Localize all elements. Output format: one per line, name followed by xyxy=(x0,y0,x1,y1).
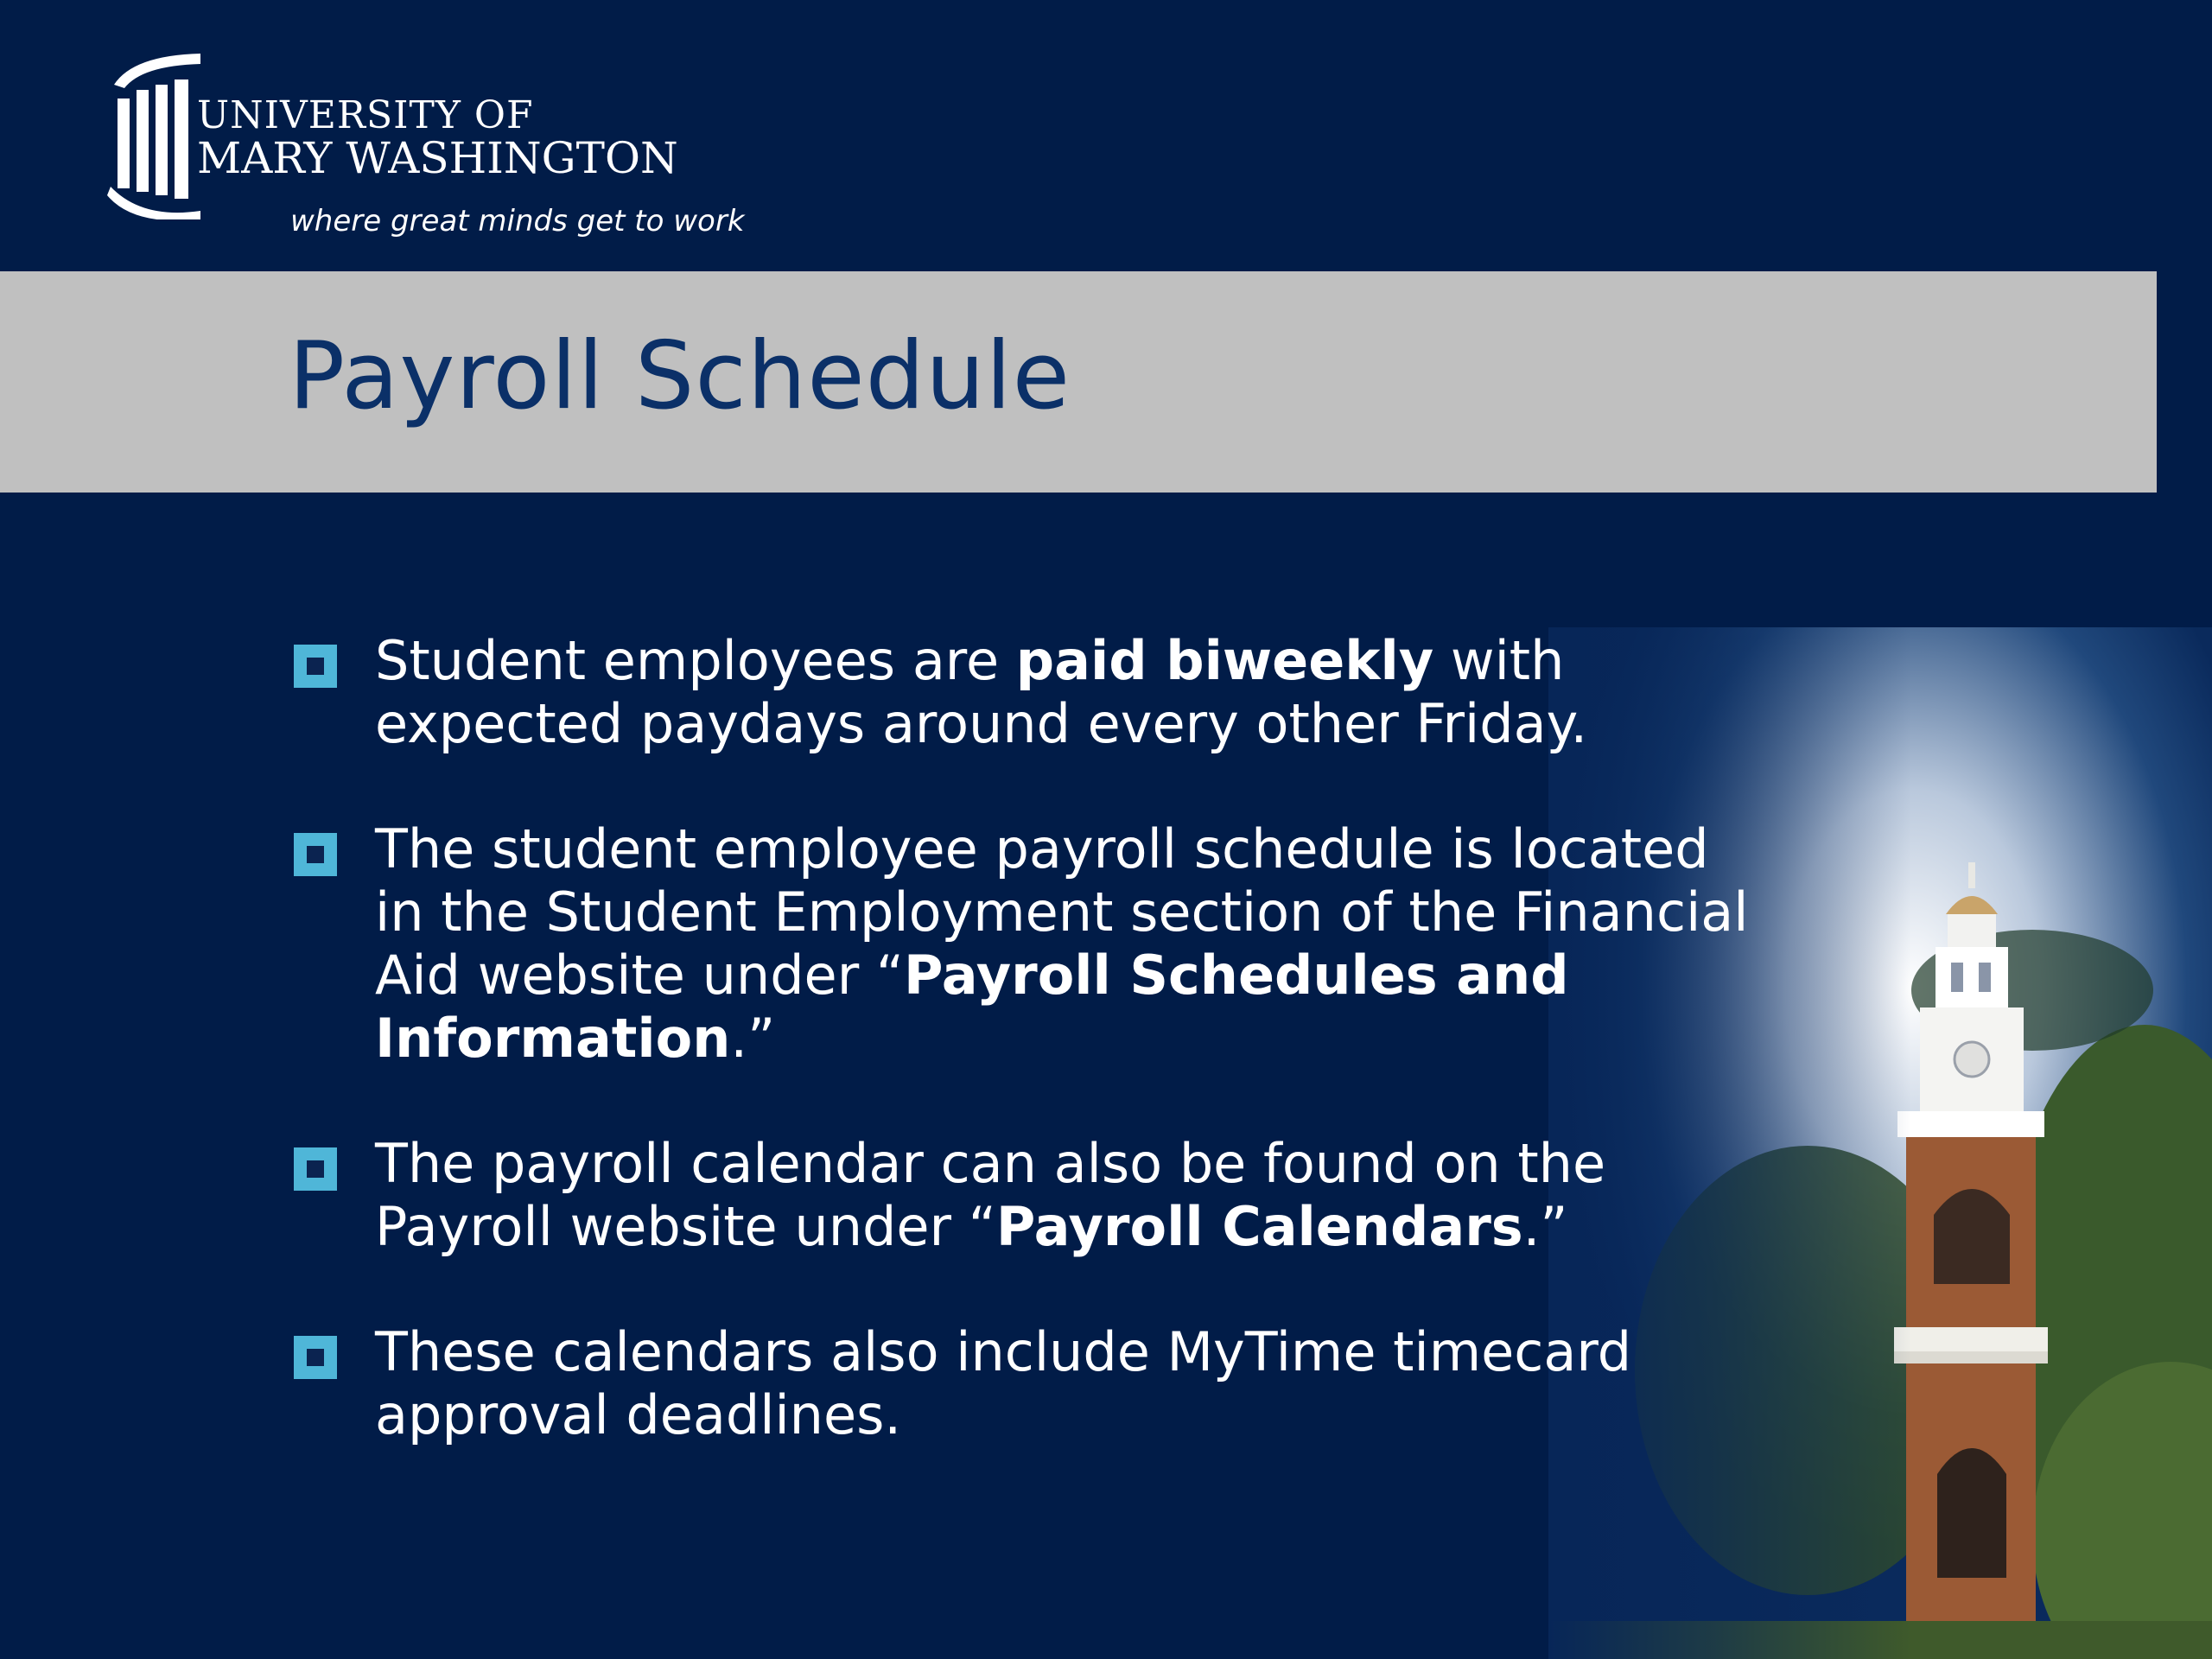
bullet-text: The payroll calendar can also be found on the Payroll website under “Payroll Calendars.” xyxy=(375,1132,1606,1258)
logo-tagline: where great minds get to work xyxy=(290,204,745,238)
bullet-item xyxy=(294,629,1763,755)
logo-line-2: MARY WASHINGTON xyxy=(197,133,678,183)
bullet-item xyxy=(294,817,1763,1070)
bullet-text: Student employees are paid biweekly with expected paydays around every other Friday. xyxy=(375,629,1588,755)
slide-title: Payroll Schedule xyxy=(289,322,1071,430)
university-logo xyxy=(107,50,745,249)
square-bullet-icon xyxy=(294,833,337,876)
bullet-list xyxy=(294,629,1763,1509)
column-building-icon xyxy=(107,50,202,219)
logo-line-1: UNIVERSITY OF xyxy=(197,93,534,137)
bullet-text: The student employee payroll schedule is located in the Student Employment section of the Financial Aid website under “Payroll Schedules and Information.” xyxy=(375,817,1749,1070)
square-bullet-icon xyxy=(294,645,337,688)
bullet-text: These calendars also include MyTime timecard approval deadlines. xyxy=(375,1320,1632,1446)
bullet-item xyxy=(294,1320,1763,1446)
title-band xyxy=(0,271,2157,493)
bullet-item xyxy=(294,1132,1763,1258)
square-bullet-icon xyxy=(294,1147,337,1191)
square-bullet-icon xyxy=(294,1336,337,1379)
